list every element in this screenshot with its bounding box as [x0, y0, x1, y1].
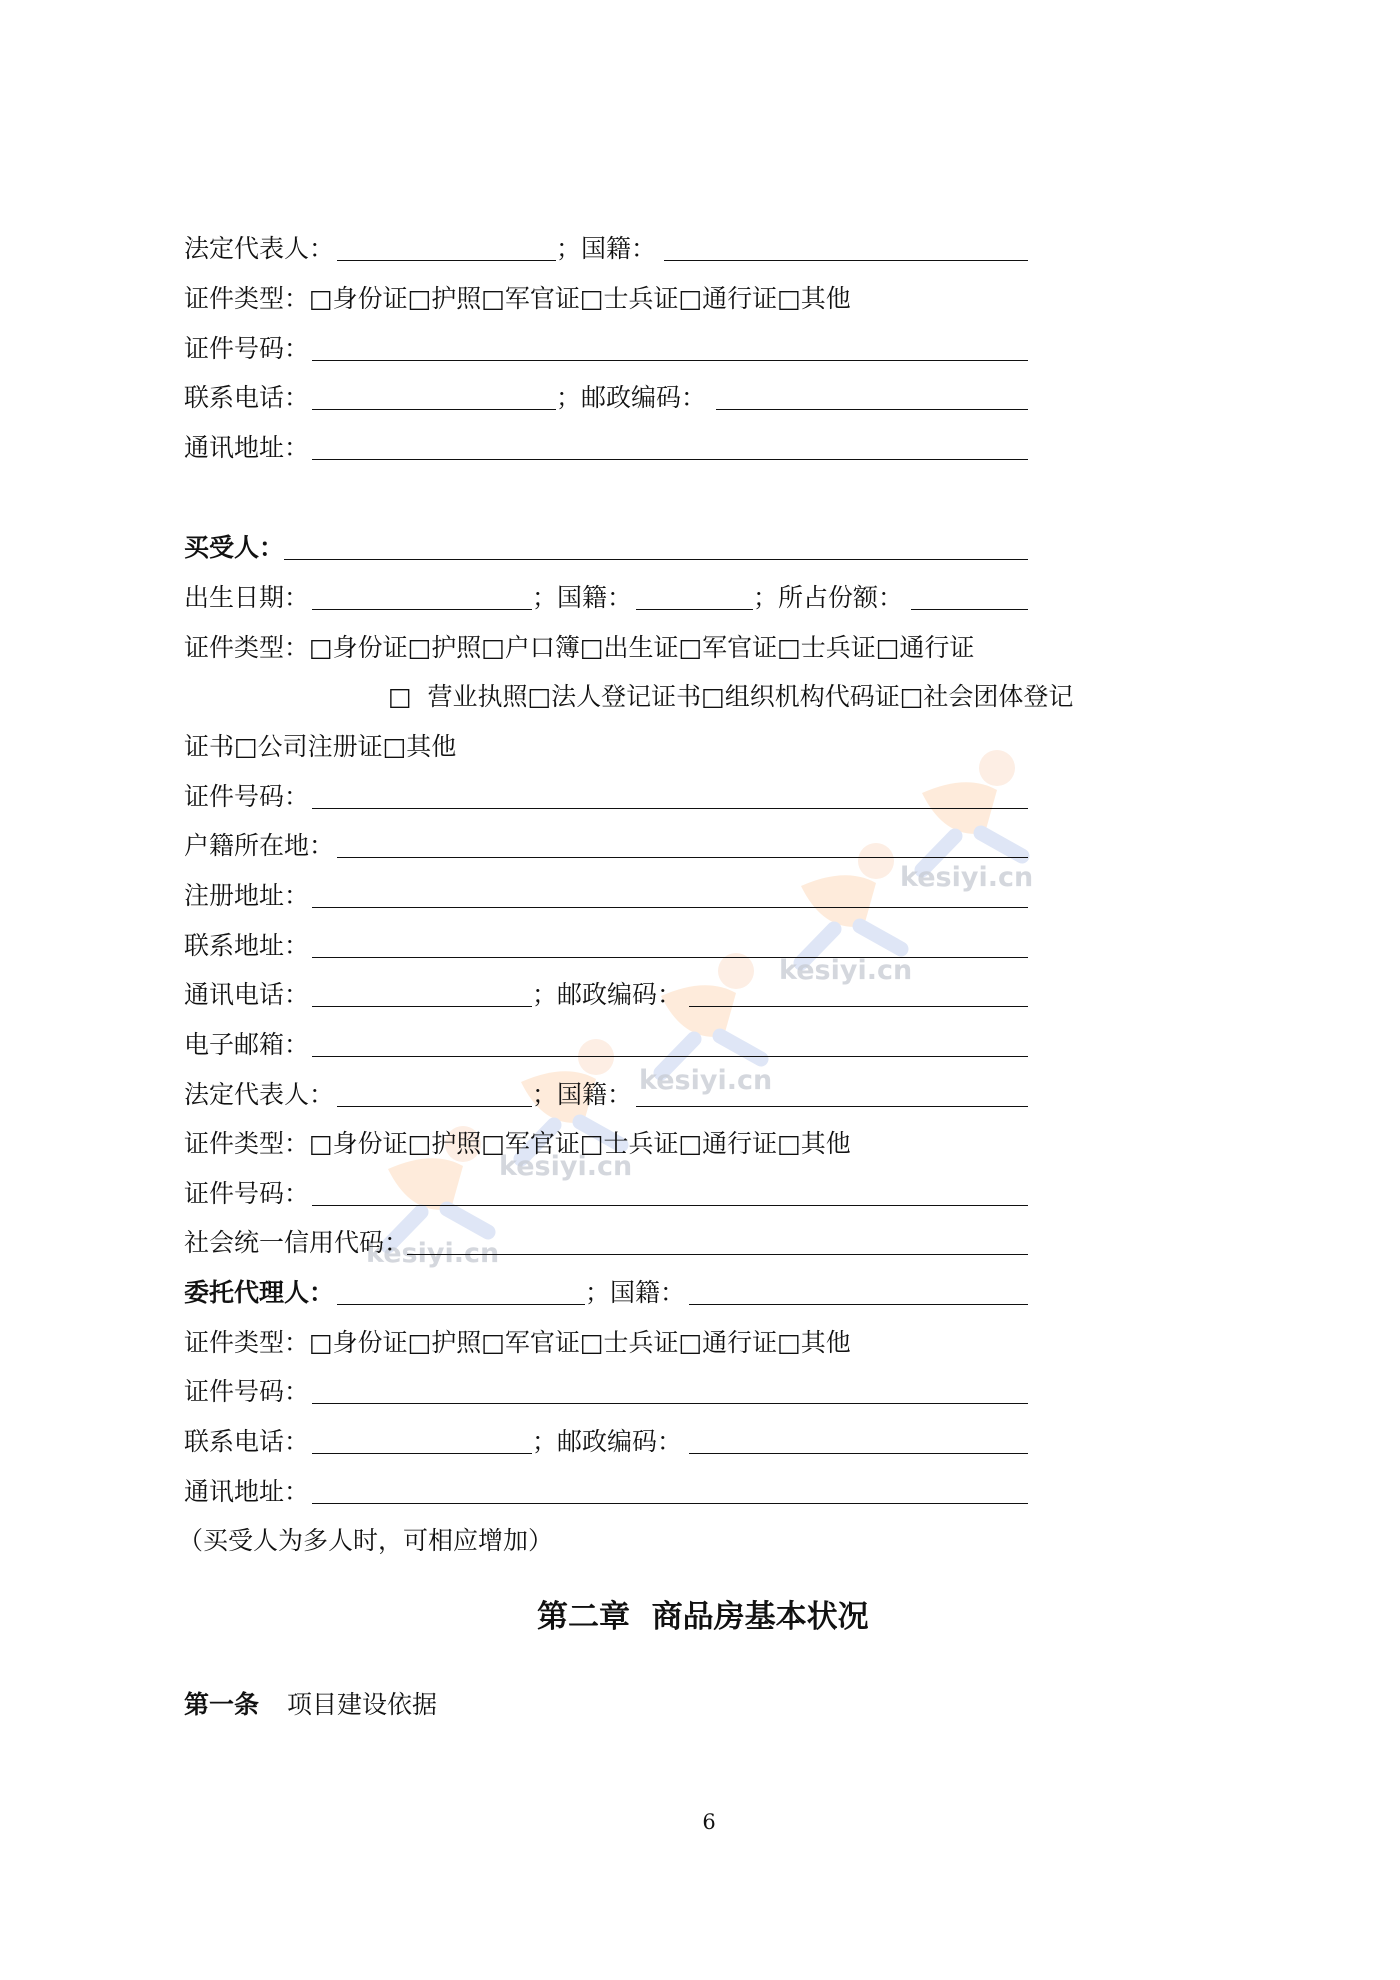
id-number-label: 证件号码： — [184, 334, 310, 363]
agent-title: 委托代理人： — [184, 1278, 335, 1307]
id-number-blank — [312, 1205, 1028, 1206]
page-number: 6 — [702, 1810, 716, 1834]
buyer-birth-row — [0, 583, 1400, 613]
buyer-id-type-row-2 — [0, 682, 1400, 712]
postcode-label: ；邮政编码： — [532, 1427, 683, 1456]
chapter-heading: 第二章 商品房基本状况 — [537, 1599, 869, 1635]
nationality-blank — [664, 260, 1028, 261]
buyer-id-number-row — [0, 782, 1400, 812]
article-title: 项目建设依据 — [287, 1690, 438, 1719]
credit-code-blank — [407, 1254, 1028, 1255]
multiple-buyers-note: （买受人为多人时，可相应增加） — [178, 1526, 554, 1555]
id-number-label: 证件号码： — [184, 782, 310, 811]
buyer-title-row — [0, 533, 1400, 563]
buyer-id-type-row-3 — [0, 732, 1400, 762]
multiple-buyers-note-row — [0, 1526, 1400, 1556]
nationality-label: ；国籍： — [532, 583, 633, 612]
address-blank — [312, 1503, 1028, 1504]
watermark-text: kesiyi.cn — [779, 955, 913, 986]
id-type-options: 证书□公司注册证□其他 — [184, 732, 457, 761]
nationality-label: ；国籍： — [532, 1080, 633, 1109]
reg-address-blank — [312, 907, 1028, 908]
seller-id-type-row — [0, 284, 1400, 314]
id-number-label: 证件号码： — [184, 1179, 310, 1208]
birth-date-blank — [312, 609, 532, 610]
postcode-blank — [689, 1006, 1028, 1007]
share-blank — [911, 609, 1028, 610]
nationality-blank — [636, 609, 753, 610]
postcode-blank — [689, 1453, 1028, 1454]
reg-address-label: 注册地址： — [184, 881, 310, 910]
address-label: 通讯地址： — [184, 433, 310, 462]
id-number-blank — [312, 1403, 1028, 1404]
watermark-text: kesiyi.cn — [499, 1151, 633, 1182]
nationality-label: ；国籍： — [585, 1278, 686, 1307]
legal-rep-label: 法定代表人： — [184, 234, 335, 263]
phone-blank — [312, 1006, 532, 1007]
watermark-text: kesiyi.cn — [639, 1065, 773, 1096]
address-label: 通讯地址： — [184, 1477, 310, 1506]
birth-date-label: 出生日期： — [184, 583, 310, 612]
phone-blank — [312, 409, 556, 410]
address-blank — [312, 459, 1028, 460]
legal-rep-label: 法定代表人： — [184, 1080, 335, 1109]
id-type-options: □ 营业执照□法人登记证书□组织机构代码证□社会团体登记 — [388, 682, 1074, 711]
legal-rep-blank — [337, 1106, 532, 1107]
postcode-blank — [716, 409, 1028, 410]
id-type-options: 证件类型：□身份证□护照□军官证□士兵证□通行证□其他 — [184, 1328, 851, 1357]
buyer-name-blank — [284, 559, 1028, 560]
id-number-blank — [312, 360, 1028, 361]
agent-name-blank — [337, 1304, 585, 1305]
buyer-legal-rep-id-number-row — [0, 1179, 1400, 1209]
buyer-contact-address-row — [0, 931, 1400, 961]
household-blank — [337, 857, 1028, 858]
buyer-id-type-row-1 — [0, 633, 1400, 663]
phone-label: 联系电话： — [184, 383, 310, 412]
phone-blank — [312, 1453, 532, 1454]
household-label: 户籍所在地： — [184, 831, 335, 860]
buyer-title: 买受人： — [184, 533, 285, 562]
credit-code-label: 社会统一信用代码： — [184, 1228, 410, 1257]
email-blank — [312, 1056, 1028, 1057]
id-number-blank — [312, 808, 1028, 809]
legal-rep-blank — [337, 260, 556, 261]
nationality-blank — [689, 1304, 1028, 1305]
seller-id-number-row — [0, 334, 1400, 364]
contact-address-blank — [312, 957, 1028, 958]
seller-phone-row — [0, 383, 1400, 413]
agent-phone-row — [0, 1427, 1400, 1457]
postcode-label: ；邮政编码： — [532, 980, 683, 1009]
id-type-options: 证件类型：□身份证□护照□军官证□士兵证□通行证□其他 — [184, 284, 851, 313]
seller-address-row — [0, 433, 1400, 463]
phone-label: 通讯电话： — [184, 980, 310, 1009]
buyer-credit-code-row — [0, 1228, 1400, 1258]
buyer-household-row — [0, 831, 1400, 861]
buyer-legal-rep-id-type-row — [0, 1129, 1400, 1159]
watermark-text: kesiyi.cn — [900, 862, 1034, 893]
article-row — [0, 1690, 1400, 1720]
phone-label: 联系电话： — [184, 1427, 310, 1456]
id-number-label: 证件号码： — [184, 1377, 310, 1406]
agent-id-number-row — [0, 1377, 1400, 1407]
nationality-label: ；国籍： — [556, 234, 657, 263]
agent-title-row — [0, 1278, 1400, 1308]
watermark-text: kesiyi.cn — [366, 1238, 500, 1269]
buyer-legal-rep-row — [0, 1080, 1400, 1110]
agent-address-row — [0, 1477, 1400, 1507]
buyer-reg-address-row — [0, 881, 1400, 911]
article-number: 第一条 — [184, 1690, 260, 1719]
contact-address-label: 联系地址： — [184, 931, 310, 960]
seller-legal-rep-row — [0, 234, 1400, 264]
id-type-options: 证件类型：□身份证□护照□户口簿□出生证□军官证□士兵证□通行证 — [184, 633, 975, 662]
postcode-label: ；邮政编码： — [556, 383, 707, 412]
agent-id-type-row — [0, 1328, 1400, 1358]
buyer-email-row — [0, 1030, 1400, 1060]
id-type-options: 证件类型：□身份证□护照□军官证□士兵证□通行证□其他 — [184, 1129, 851, 1158]
buyer-phone-row — [0, 980, 1400, 1010]
nationality-blank — [636, 1106, 1028, 1107]
email-label: 电子邮箱： — [184, 1030, 310, 1059]
share-label: ；所占份额： — [753, 583, 904, 612]
